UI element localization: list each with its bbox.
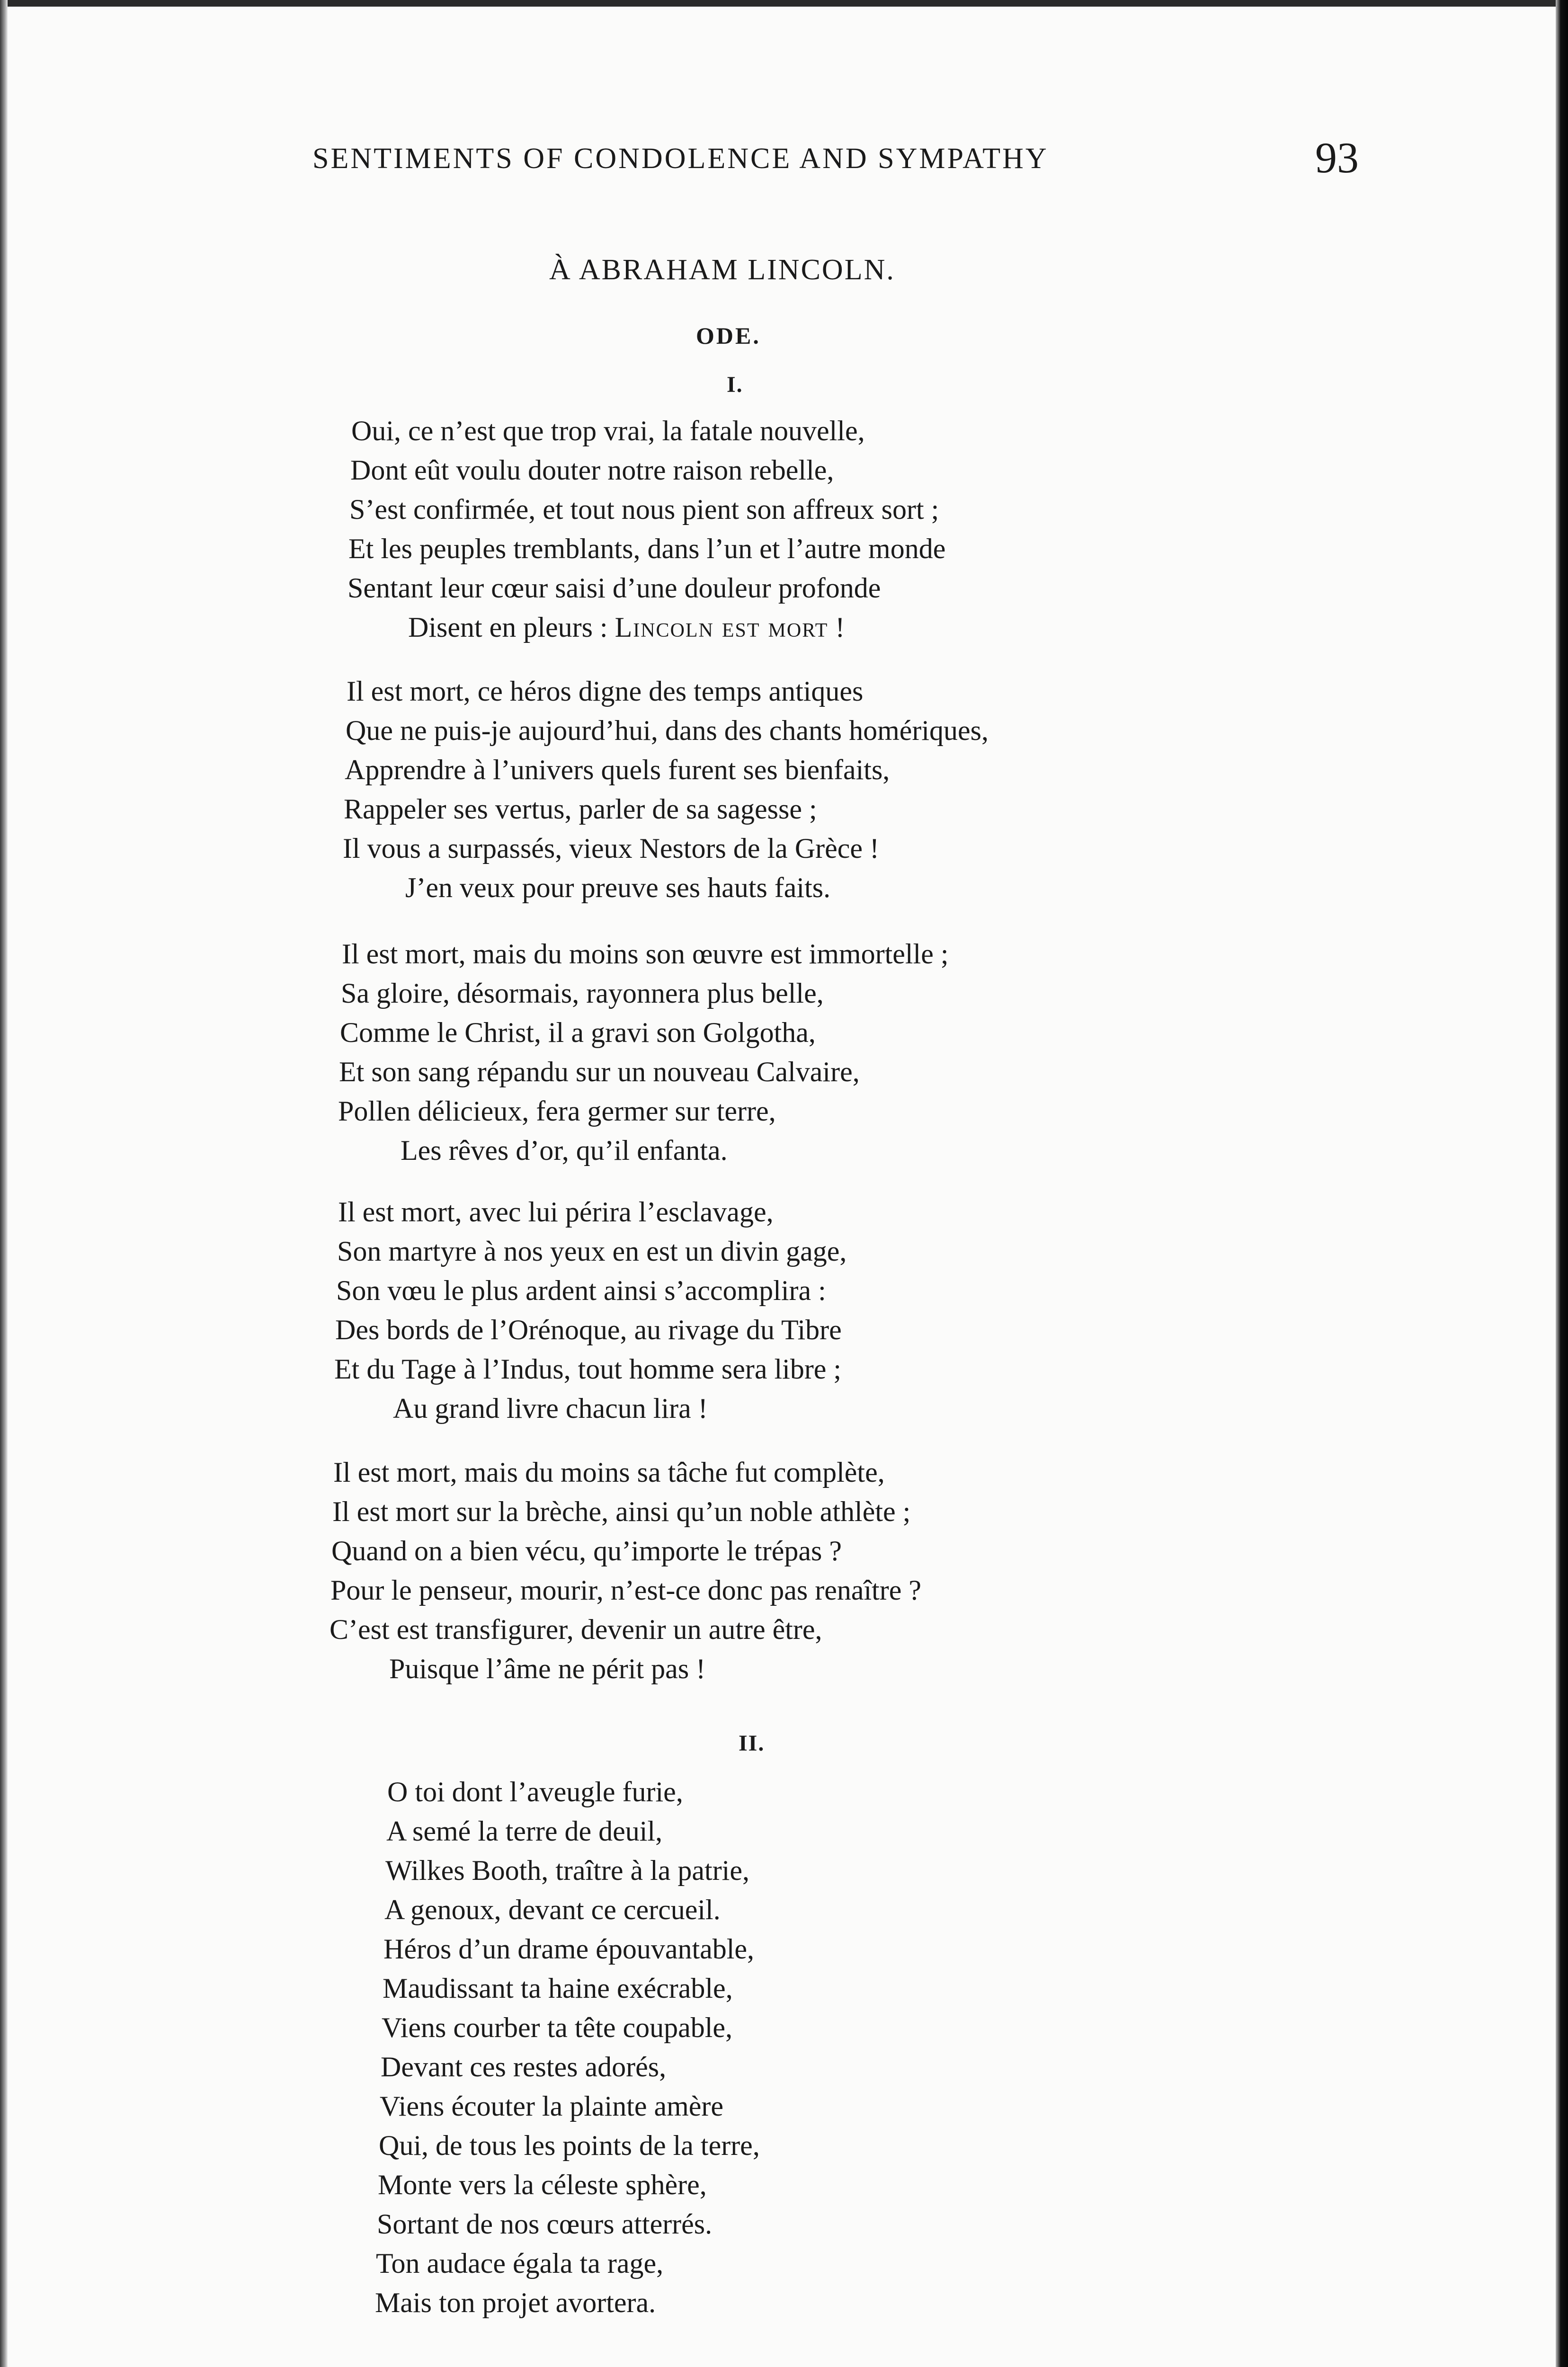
verse-line: Et du Tage à l’Indus, tout homme sera libre ;: [334, 1353, 842, 1385]
section-number: I.: [727, 372, 743, 397]
verse-line: Que ne puis-je aujourd’hui, dans des chants homériques,: [346, 715, 989, 746]
verse-line: C’est est transfigurer, devenir un autre être,: [330, 1614, 822, 1645]
verse-line: Maudissant ta haine exécrable,: [383, 1973, 733, 2004]
verse-line: Mais ton projet avortera.: [375, 2287, 656, 2318]
verse-line: Comme le Christ, il a gravi son Golgotha,: [340, 1017, 816, 1048]
verse-line: Pour le penseur, mourir, n’est-ce donc pas renaître ?: [330, 1575, 922, 1606]
verse-line: Héros d’un drame épouvantable,: [383, 1933, 755, 1965]
verse-line: Qui, de tous les points de la terre,: [379, 2130, 760, 2161]
verse-line: Viens courber ta tête coupable,: [382, 2012, 733, 2043]
verse-line: S’est confirmée, et tout nous pient son affreux sort ;: [349, 494, 939, 525]
page-left-edge: [0, 0, 8, 2367]
verse-line: Il vous a surpassés, vieux Nestors de la Grèce !: [343, 833, 879, 864]
verse-line: Wilkes Booth, traître à la patrie,: [385, 1855, 749, 1886]
poem-title: À ABRAHAM LINCOLN.: [549, 254, 895, 286]
verse-line: A semé la terre de deuil,: [386, 1815, 663, 1847]
verse-line: Apprendre à l’univers quels furent ses bienfaits,: [345, 754, 890, 785]
verse-line: A genoux, devant ce cercueil.: [384, 1894, 721, 1925]
verse-line: Son martyre à nos yeux en est un divin gage,: [337, 1236, 847, 1267]
verse-line: Rappeler ses vertus, parler de sa sagesse ;: [344, 793, 817, 825]
verse-line: Puisque l’âme ne périt pas !: [389, 1653, 706, 1684]
verse-line: Et les peuples tremblants, dans l’un et l’autre monde: [348, 533, 946, 564]
verse-line: Des bords de l’Orénoque, au rivage du Tibre: [335, 1314, 842, 1345]
verse-line: Sortant de nos cœurs atterrés.: [377, 2208, 713, 2240]
verse-line: Dont eût voulu douter notre raison rebelle,: [350, 454, 834, 486]
verse-line: Il est mort sur la brèche, ainsi qu’un noble athlète ;: [332, 1496, 911, 1527]
verse-line: Il est mort, avec lui périra l’esclavage,: [338, 1196, 774, 1228]
page-top-edge: [0, 0, 1568, 7]
running-head: SENTIMENTS OF CONDOLENCE AND SYMPATHY: [312, 142, 1049, 175]
verse-line: Il est mort, mais du moins son œuvre est immortelle ;: [342, 938, 949, 970]
verse-line: Monte vers la céleste sphère,: [378, 2169, 707, 2200]
verse-line: Et son sang répandu sur un nouveau Calvaire,: [339, 1056, 860, 1087]
section-number: II.: [739, 1731, 765, 1756]
verse-line: Il est mort, mais du moins sa tâche fut complète,: [333, 1457, 885, 1488]
verse-line: Sa gloire, désormais, rayonnera plus belle,: [341, 978, 824, 1009]
verse-line: Devant ces restes adorés,: [381, 2051, 667, 2082]
verse-line: J’en veux pour preuve ses hauts faits.: [405, 872, 831, 903]
verse-line: Viens écouter la plainte amère: [380, 2091, 724, 2122]
verse-line: O toi dont l’aveugle furie,: [387, 1776, 683, 1807]
verse-line: Il est mort, ce héros digne des temps antiques: [347, 676, 864, 707]
verse-line: Son vœu le plus ardent ainsi s’accomplira :: [336, 1275, 826, 1306]
verse-line: Oui, ce n’est que trop vrai, la fatale nouvelle,: [351, 415, 865, 446]
ode-label: ODE.: [696, 322, 761, 349]
page-right-edge: [1556, 0, 1568, 2367]
verse-line: Sentant leur cœur saisi d’une douleur profonde: [347, 572, 881, 604]
verse-line: Au grand livre chacun lira !: [393, 1393, 708, 1424]
page-number: 93: [1315, 133, 1359, 182]
verse-line: Ton audace égala ta rage,: [376, 2248, 664, 2279]
verse-line: Pollen délicieux, fera germer sur terre,: [338, 1095, 776, 1127]
verse-line: Les rêves d’or, qu’il enfanta.: [401, 1135, 728, 1166]
verse-line: Quand on a bien vécu, qu’importe le trépas ?: [331, 1535, 842, 1566]
verse-line-refrain: Disent en pleurs : Lincoln est mort !: [408, 612, 845, 643]
